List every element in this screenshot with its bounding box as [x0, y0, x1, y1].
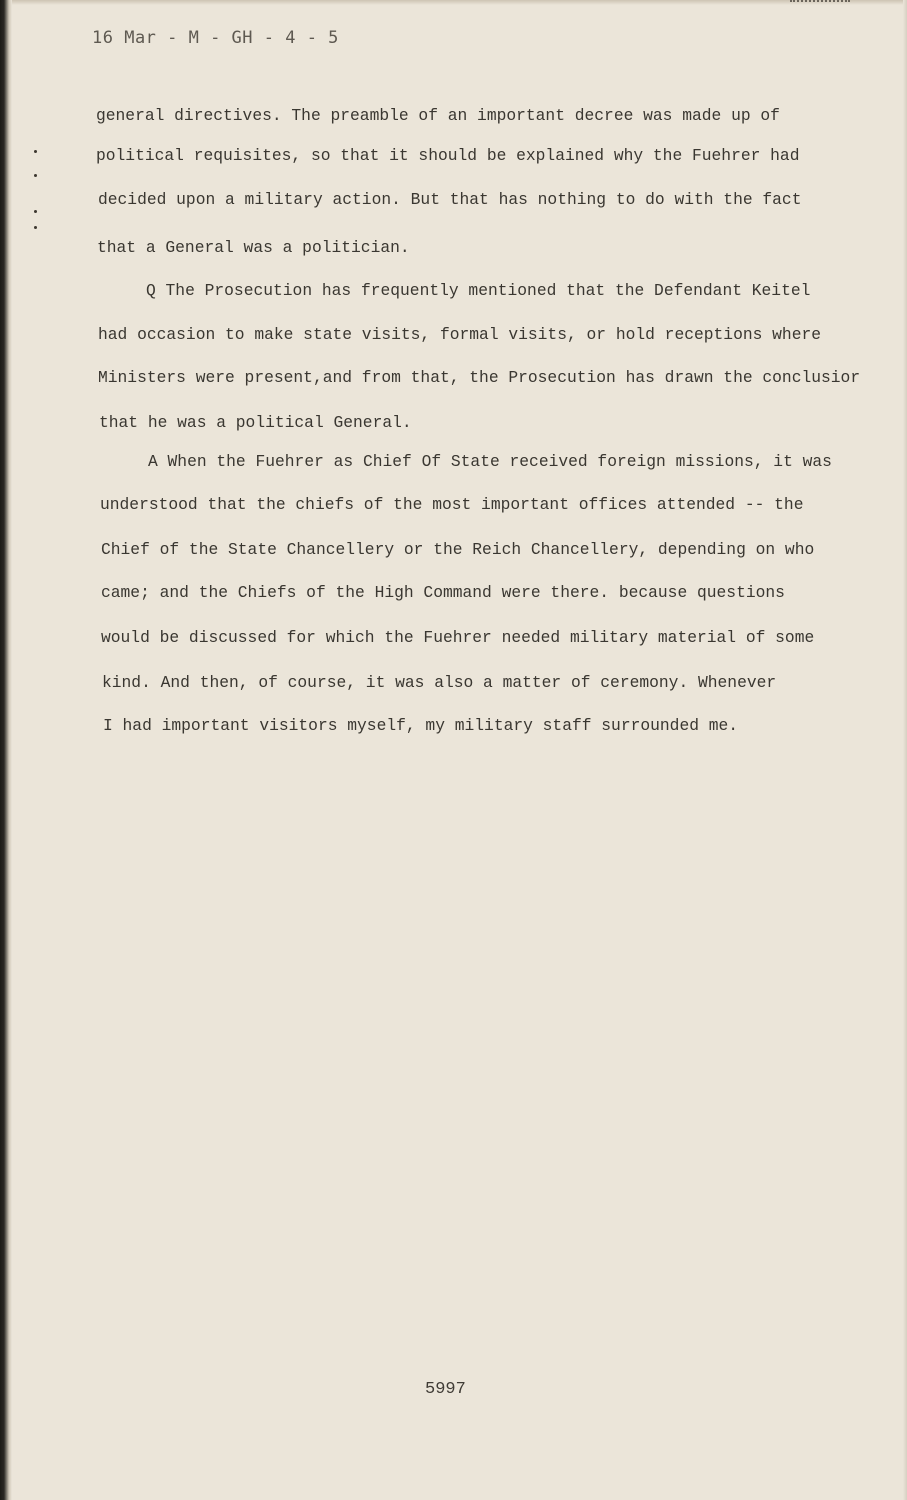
text-line: would be discussed for which the Fuehrer needed military material of some	[101, 628, 815, 647]
page-number: 5997	[425, 1380, 466, 1399]
binding-edge	[0, 0, 12, 1500]
margin-mark	[34, 226, 37, 229]
text-line: came; and the Chiefs of the High Command were there. because questions	[101, 583, 785, 602]
text-line: political requisites, so that it should be explained why the Fuehrer had	[96, 146, 800, 165]
text-line: kind. And then, of course, it was also a matter of ceremony. Whenever	[102, 673, 777, 692]
question-line: Q The Prosecution has frequently mentioned that the Defendant Keitel	[146, 281, 811, 300]
margin-mark	[34, 150, 37, 153]
text-line: Ministers were present,and from that, the Prosecution has drawn the conclusior	[98, 368, 861, 387]
text-line: had occasion to make state visits, formal visits, or hold receptions where	[98, 325, 822, 344]
text-line: that a General was a politician.	[97, 238, 410, 257]
answer-line: A When the Fuehrer as Chief Of State received foreign missions, it was	[148, 452, 832, 471]
page-top-edge	[12, 0, 907, 5]
page-right-edge	[903, 0, 907, 1500]
text-line: general directives. The preamble of an important decree was made up of	[96, 106, 780, 125]
text-line: understood that the chiefs of the most important offices attended -- the	[100, 495, 804, 514]
text-line: that he was a political General.	[99, 413, 412, 432]
text-line: I had important visitors myself, my military staff surrounded me.	[103, 716, 739, 735]
text-line: decided upon a military action. But that has nothing to do with the fact	[98, 190, 802, 209]
ruler-marks	[790, 0, 850, 6]
document-header: 16 Mar - M - GH - 4 - 5	[92, 28, 339, 48]
margin-mark	[34, 210, 37, 213]
margin-mark	[34, 174, 37, 177]
text-line: Chief of the State Chancellery or the Reich Chancellery, depending on who	[101, 540, 815, 559]
